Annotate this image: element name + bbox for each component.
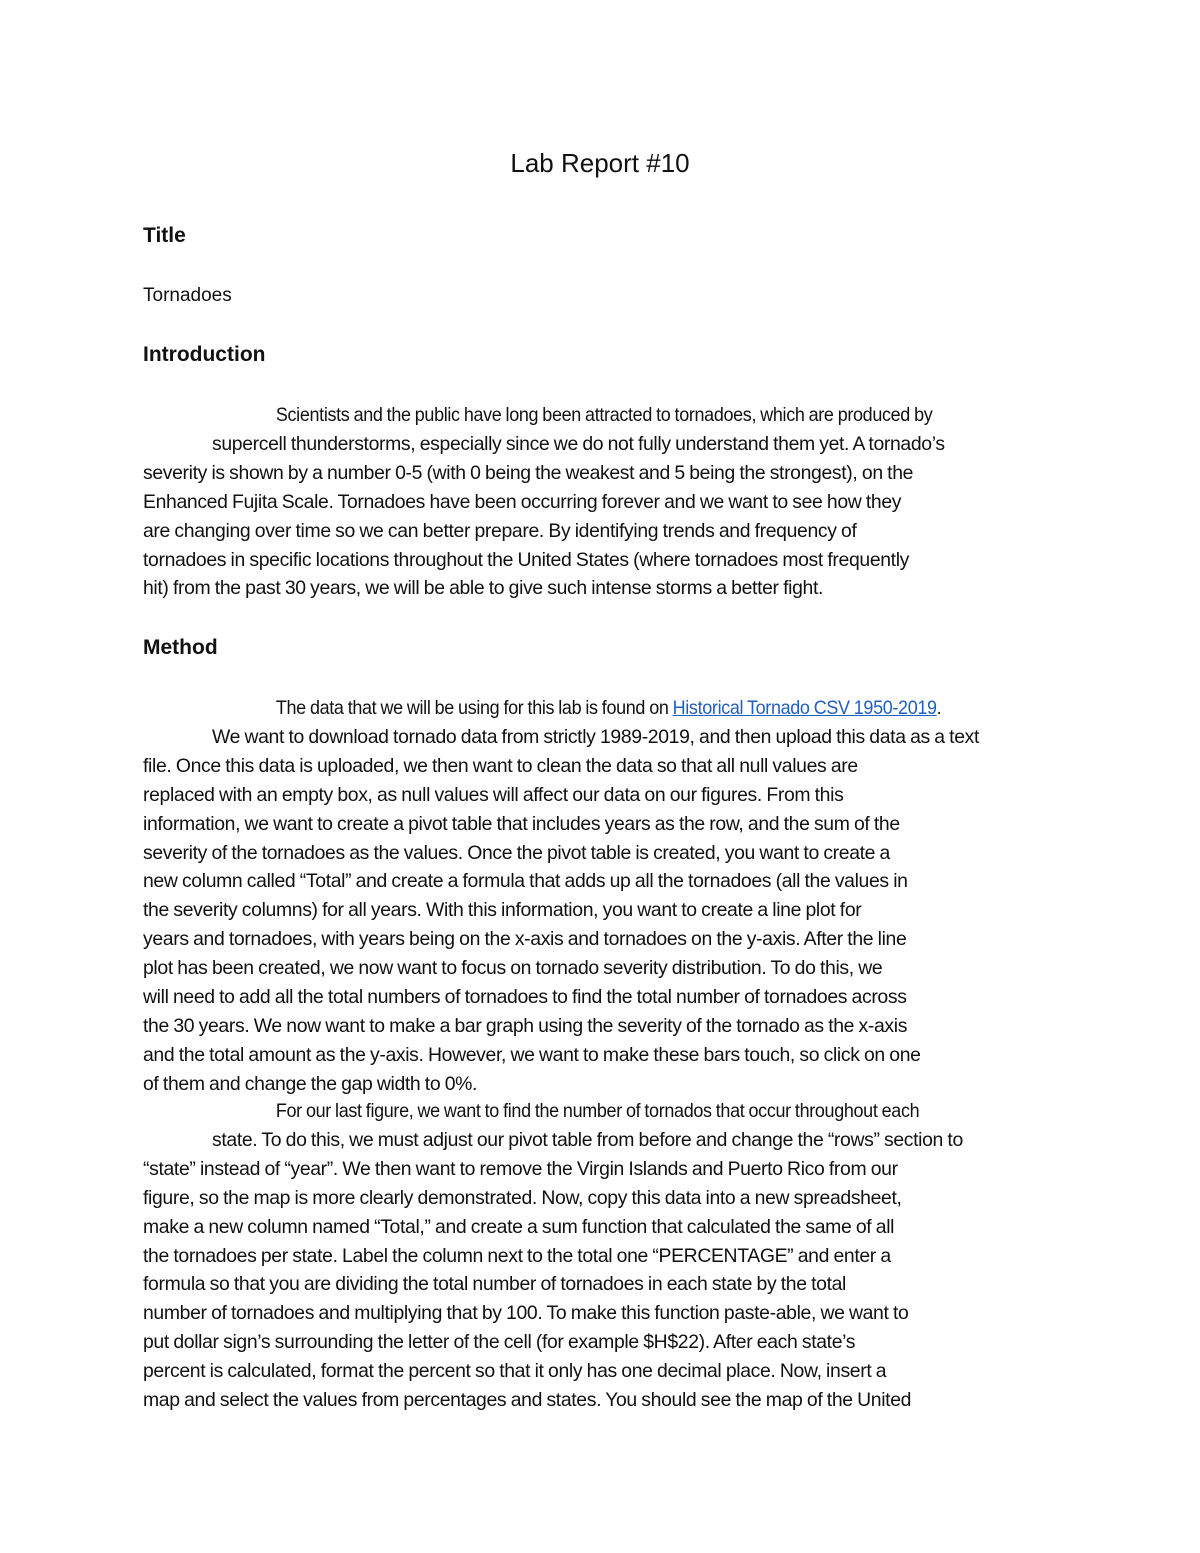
- method-line: the 30 years. We now want to make a bar graph using the severity of the tornado as the x-axis: [143, 1014, 908, 1037]
- title-value: Tornadoes: [143, 285, 232, 306]
- method-paragraph-2: [143, 1097, 1073, 1415]
- method-heading: Method: [143, 636, 218, 659]
- intro-line: are changing over time so we can better prepare. By identifying trends and frequency of: [143, 519, 857, 542]
- method-line: years and tornadoes, with years being on the x-axis and tornadoes on the y-axis. After the line: [143, 928, 907, 951]
- method-line: We want to download tornado data from strictly 1989-2019, and then upload this data as a text: [212, 725, 980, 748]
- title-heading: Title: [143, 224, 186, 247]
- method-line: number of tornadoes and multiplying that by 100. To make this function paste-able, we want to: [143, 1302, 909, 1325]
- historical-tornado-csv-link[interactable]: Historical Tornado CSV 1950-2019: [672, 697, 937, 719]
- method-line: will need to add all the total numbers of tornadoes to find the total number of tornadoes across: [143, 986, 907, 1009]
- method-line: information, we want to create a pivot table that includes years as the row, and the sum of the: [143, 812, 900, 835]
- intro-line: Scientists and the public have long been attracted to tornadoes, which are produced by: [275, 404, 933, 426]
- method-line: plot has been created, we now want to focus on tornado severity distribution. To do this, we: [143, 957, 883, 980]
- method-line: “state” instead of “year”. We then want to remove the Virgin Islands and Puerto Rico from our: [143, 1157, 898, 1180]
- method-line: formula so that you are dividing the total number of tornadoes in each state by the total: [143, 1273, 847, 1296]
- method-line-prefix: The data that we will be using for this lab is found on: [275, 697, 673, 719]
- method-line-suffix: .: [936, 697, 942, 719]
- method-line: For our last figure, we want to find the number of tornados that occur throughout each: [275, 1100, 920, 1122]
- method-paragraph-1: [143, 694, 1073, 1099]
- method-line: percent is calculated, format the percent so that it only has one decimal place. Now, insert a: [143, 1360, 887, 1383]
- method-line: the severity columns) for all years. With this information, you want to create a line plot for: [143, 899, 862, 922]
- method-line: figure, so the map is more clearly demonstrated. Now, copy this data into a new spreadsheet,: [143, 1186, 902, 1209]
- method-line: make a new column named “Total,” and create a sum function that calculated the same of all: [143, 1215, 895, 1238]
- method-line: and the total amount as the y-axis. However, we want to make these bars touch, so click on one: [143, 1043, 921, 1066]
- method-line: state. To do this, we must adjust our pivot table from before and change the “rows” section to: [212, 1128, 963, 1151]
- document-title: Lab Report #10: [510, 148, 690, 178]
- method-line: [212, 694, 1009, 723]
- method-line: replaced with an empty box, as null values will affect our data on our figures. From this: [143, 783, 844, 806]
- method-line: new column called “Total” and create a formula that adds up all the tornadoes (all the values in: [143, 870, 908, 893]
- intro-line: supercell thunderstorms, especially since we do not fully understand them yet. A tornado’s: [212, 432, 945, 455]
- method-line: put dollar sign’s surrounding the letter of the cell (for example $H$22). After each state’s: [143, 1331, 856, 1354]
- method-line: file. Once this data is uploaded, we then want to clean the data so that all null values are: [143, 754, 858, 777]
- method-line: severity of the tornadoes as the values. Once the pivot table is created, you want to create a: [143, 841, 890, 864]
- intro-line: tornadoes in specific locations throughout the United States (where tornadoes most frequently: [143, 548, 910, 571]
- intro-line: hit) from the past 30 years, we will be able to give such intense storms a better fight.: [143, 577, 824, 600]
- intro-line: severity is shown by a number 0-5 (with 0 being the weakest and 5 being the strongest), on the: [143, 461, 914, 484]
- introduction-paragraph: [143, 401, 1073, 603]
- method-line: the tornadoes per state. Label the column next to the total one “PERCENTAGE” and enter a: [143, 1244, 891, 1267]
- method-line: of them and change the gap width to 0%.: [143, 1072, 478, 1095]
- introduction-heading: Introduction: [143, 343, 266, 366]
- method-line: map and select the values from percentages and states. You should see the map of the United: [143, 1389, 912, 1412]
- intro-line: Enhanced Fujita Scale. Tornadoes have been occurring forever and we want to see how they: [143, 490, 902, 513]
